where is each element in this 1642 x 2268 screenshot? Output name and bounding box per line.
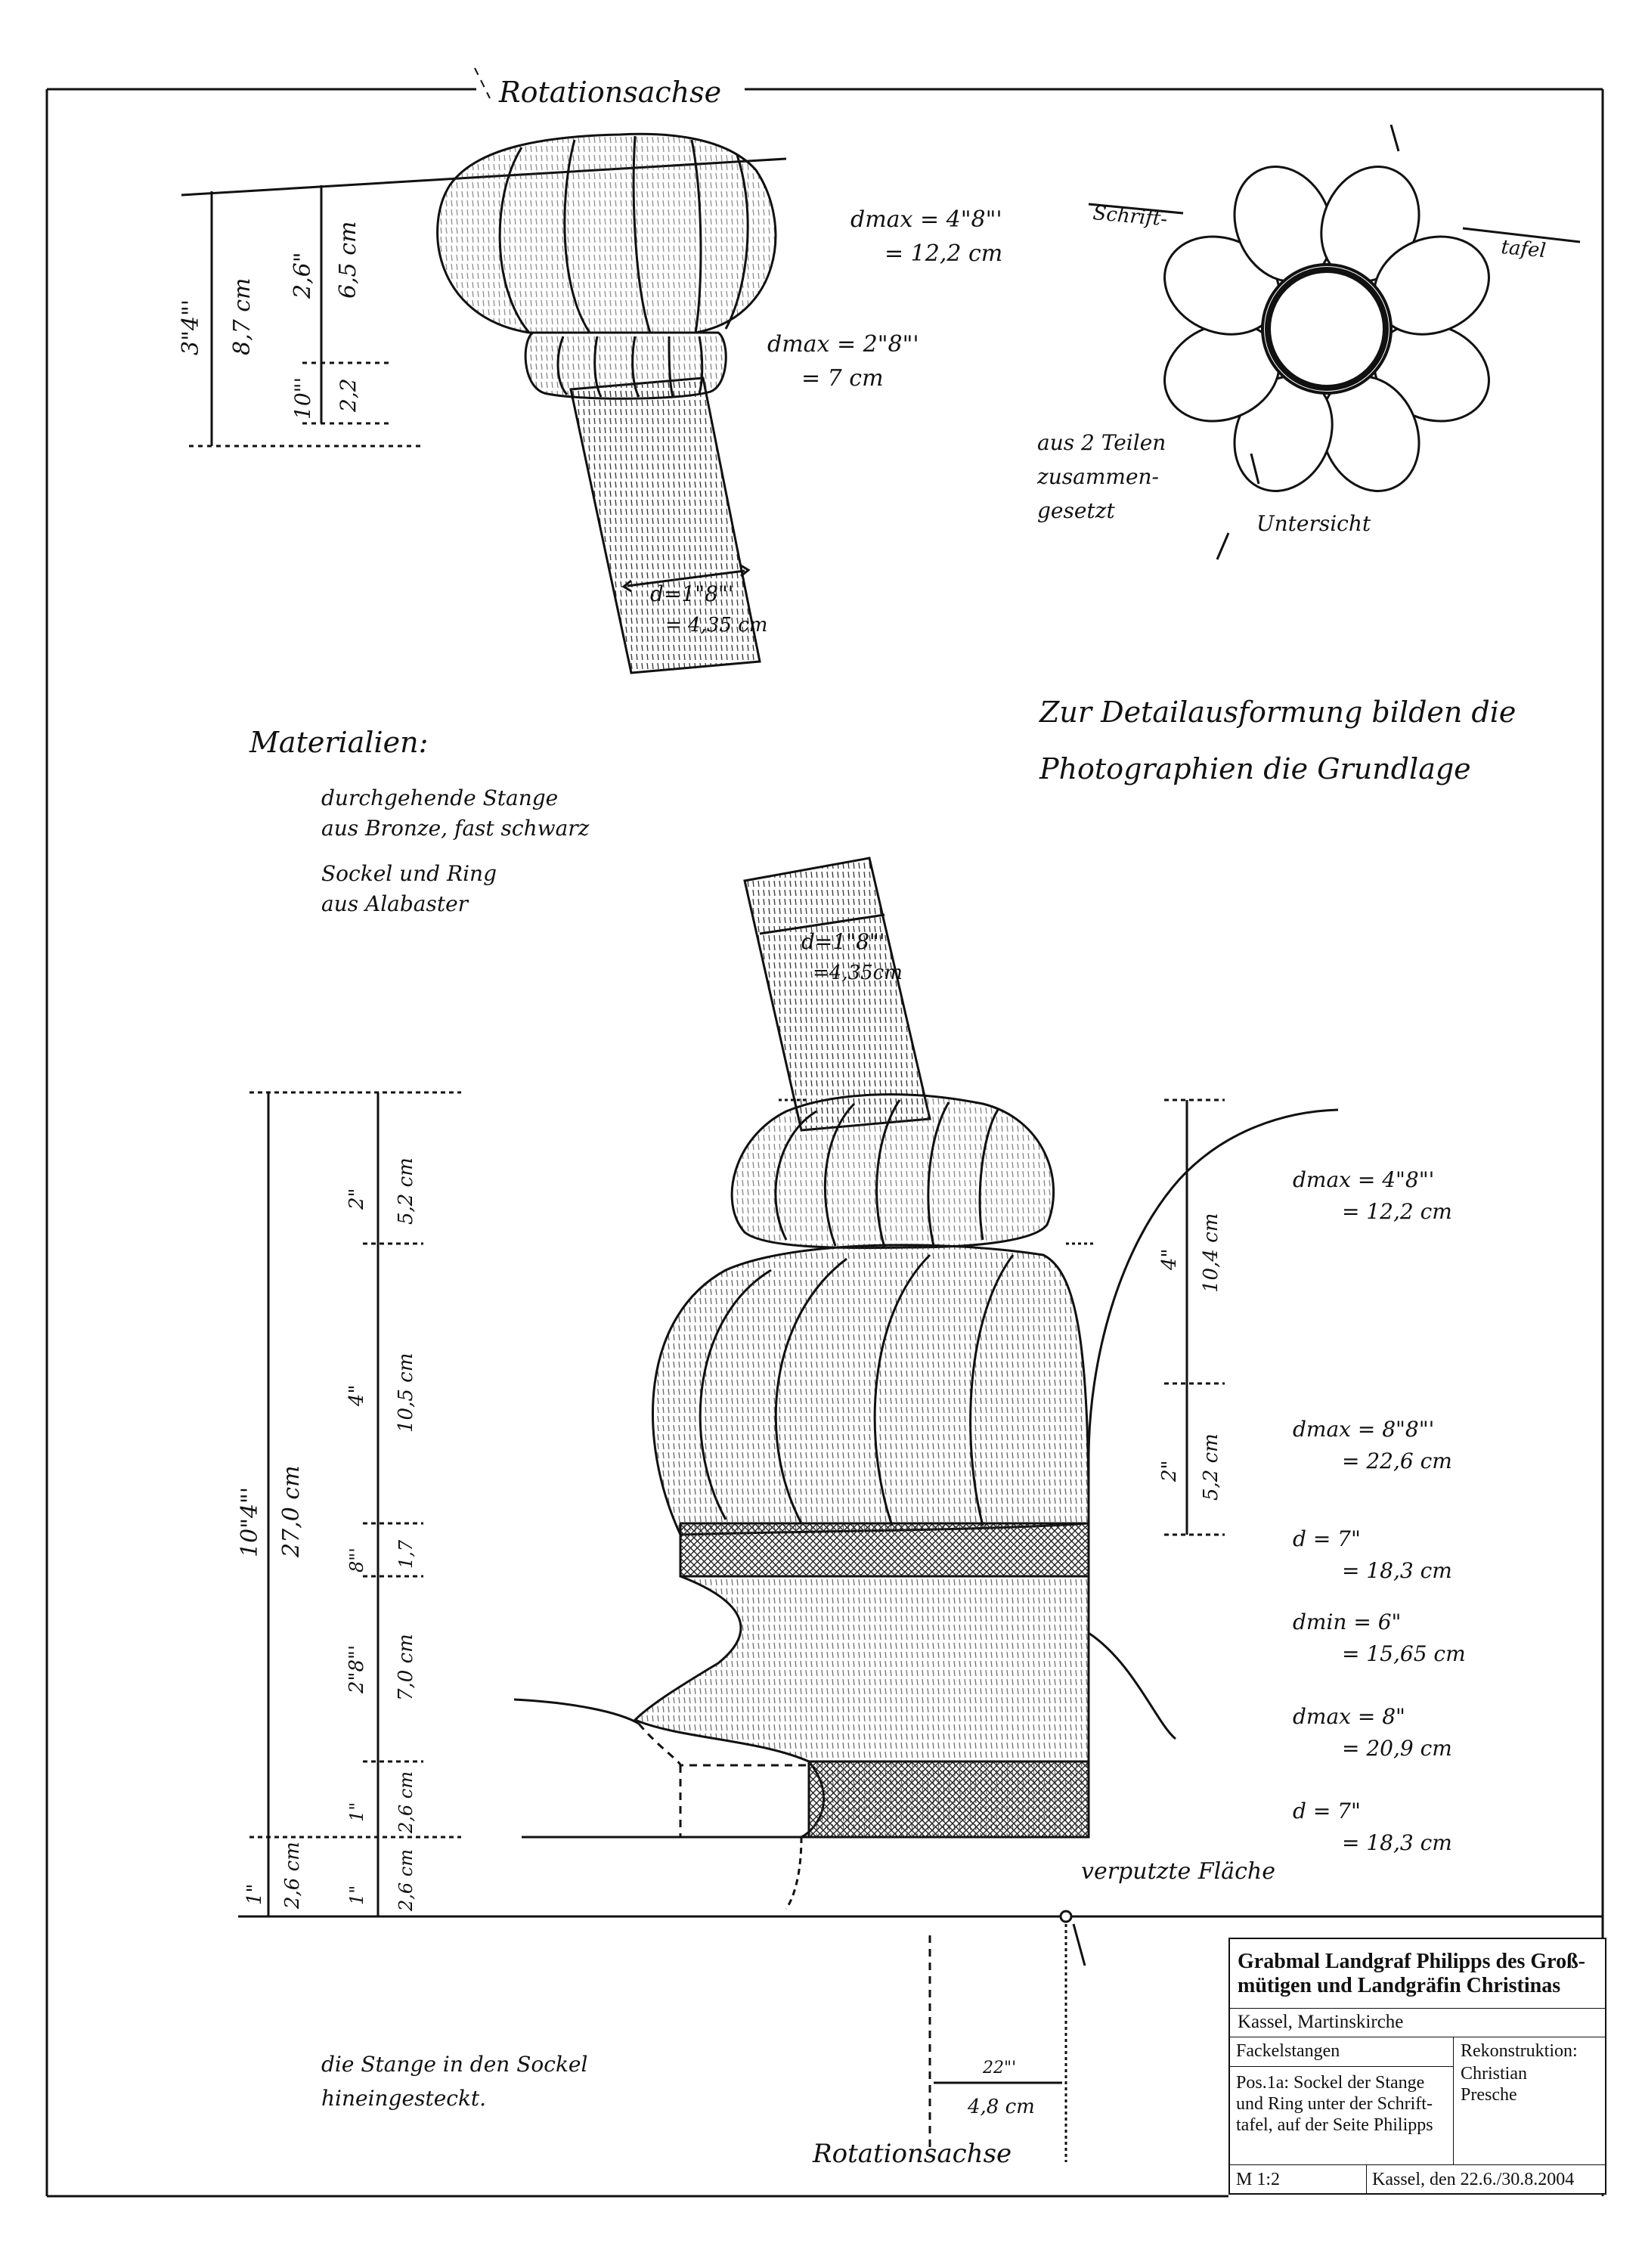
top-dmax1-l2: = 12,2 cm xyxy=(885,240,1003,267)
materials-line3: Sockel und Ring xyxy=(321,861,497,886)
title-block-divider-3 xyxy=(1230,2164,1605,2165)
spec1-l2: = 12,2 cm xyxy=(1342,1199,1452,1224)
plan-note-l2: zusammen- xyxy=(1037,464,1160,489)
plan-rosette xyxy=(1089,125,1580,559)
plan-note-l3: gesetzt xyxy=(1037,498,1115,523)
rod-note-l1: die Stange in den Sockel xyxy=(321,2052,588,2077)
spec5-l1: dmax = 8" xyxy=(1293,1704,1405,1729)
dim-total-in: 3"4"' xyxy=(178,299,204,355)
spec5-l2: = 20,9 cm xyxy=(1342,1736,1452,1761)
materials-line4: aus Alabaster xyxy=(321,891,469,916)
main-seg2-in: 4" xyxy=(345,1384,368,1406)
main-seg6-in: 1" xyxy=(346,1885,367,1905)
main-right-upper-cm: 10,4 cm xyxy=(1200,1213,1222,1293)
main-seg3-in: 8"' xyxy=(346,1548,367,1572)
spec3-l1: d = 7" xyxy=(1293,1526,1361,1551)
main-total-in: 10"4"' xyxy=(237,1486,263,1557)
main-right-lower-in: 2" xyxy=(1158,1460,1181,1482)
title-block-category: Fackelstangen xyxy=(1236,2041,1340,2061)
label-tafel: tafel xyxy=(1500,236,1548,263)
top-rod-d-l2: = 4,35 cm xyxy=(665,614,768,637)
title-block-scale: M 1:2 xyxy=(1236,2170,1281,2189)
materials-line2: aus Bronze, fast schwarz xyxy=(321,816,590,841)
title-block-title: Grabmal Landgraf Philipps des Groß-mütigen und Landgräfin Christinas xyxy=(1230,1939,1605,2009)
main-seg5-cm: 2,6 cm xyxy=(395,1771,417,1833)
title-block-divider xyxy=(1453,2037,1454,2164)
spec6-l1: d = 7" xyxy=(1293,1799,1361,1823)
label-untersicht: Untersicht xyxy=(1256,511,1371,536)
spec2-l2: = 22,6 cm xyxy=(1342,1448,1452,1473)
main-seg2-cm: 10,5 cm xyxy=(395,1352,417,1433)
main-right-lower-cm: 5,2 cm xyxy=(1200,1433,1222,1501)
spec2-l1: dmax = 8"8"' xyxy=(1293,1417,1435,1442)
title-block-description: Pos.1a: Sockel der Stange und Ring unter der Schrift-tafel, auf der Seite Philipps xyxy=(1236,2073,1433,2135)
title-block-author: Christian Presche xyxy=(1461,2064,1527,2105)
axis-label-bottom: Rotationsachse xyxy=(813,2139,1012,2169)
dim-upper-cm: 6,5 cm xyxy=(335,221,361,299)
dim-total-cm: 8,7 cm xyxy=(229,277,256,355)
offset-in: 22"' xyxy=(983,2059,1017,2077)
dim-upper-in: 2,6" xyxy=(290,252,316,299)
materials-note xyxy=(249,726,590,916)
materials-heading: Materialien: xyxy=(249,726,429,759)
main-seg1-in: 2" xyxy=(345,1188,368,1210)
materials-line1: durchgehende Stange xyxy=(321,785,559,810)
main-base-in: 1" xyxy=(243,1883,266,1905)
main-rod-d-l2: =4,35cm xyxy=(813,962,903,984)
top-dmax2-l2: = 7 cm xyxy=(801,365,884,392)
title-block-place: Kassel, Martinskirche xyxy=(1230,2009,1605,2037)
photo-note-l1: Zur Detailausformung bilden die xyxy=(1039,696,1517,729)
main-seg1-cm: 5,2 cm xyxy=(395,1157,417,1225)
top-dmax2-l1: dmax = 2"8"' xyxy=(767,331,919,358)
main-total-cm: 27,0 cm xyxy=(278,1465,305,1557)
title-block-divider-2 xyxy=(1230,2066,1453,2067)
photo-note xyxy=(1039,696,1516,785)
spec1-l1: dmax = 4"8"' xyxy=(1293,1167,1435,1192)
photo-note-l2: Photographien die Grundlage xyxy=(1039,752,1471,785)
axis-label-top-text: Rotationsachse xyxy=(499,76,722,109)
title-block-reconstruction-label: Rekonstruktion: xyxy=(1461,2041,1578,2061)
main-rod-d-l1: d=1"8"' xyxy=(801,929,885,954)
top-dmax1-l1: dmax = 4"8"' xyxy=(850,206,1002,233)
main-base-cm: 2,6 cm xyxy=(281,1842,304,1909)
top-rod-d-l1: d=1"8"' xyxy=(650,581,734,606)
plaster-label: verputzte Fläche xyxy=(1081,1858,1275,1885)
title-block-date: Kassel, den 22.6./30.8.2004 xyxy=(1372,2170,1575,2189)
main-right-upper-in: 4" xyxy=(1158,1248,1181,1270)
title-block-divider-4 xyxy=(1366,2164,1367,2195)
dim-lower-cm: 2,2 xyxy=(336,378,361,412)
spec4-l1: dmin = 6" xyxy=(1293,1610,1402,1634)
main-seg3-cm: 1,7 xyxy=(395,1539,417,1569)
label-schrift: Schrift- xyxy=(1092,202,1169,231)
spec4-l2: = 15,65 cm xyxy=(1342,1641,1466,1666)
offset-cm: 4,8 cm xyxy=(968,2096,1035,2118)
main-seg4-in: 2"8"' xyxy=(345,1644,368,1693)
plan-note-l1: aus 2 Teilen xyxy=(1037,430,1166,455)
spec3-l2: = 18,3 cm xyxy=(1342,1558,1452,1583)
dim-lower-in: 10"' xyxy=(290,376,315,420)
axis-label-top xyxy=(475,68,721,109)
main-seg6-cm: 2,6 cm xyxy=(395,1849,417,1911)
main-seg5-in: 1" xyxy=(346,1802,367,1822)
rod-note-l2: hineingesteckt. xyxy=(321,2086,487,2111)
spec6-l2: = 18,3 cm xyxy=(1342,1830,1452,1855)
main-seg4-cm: 7,0 cm xyxy=(395,1634,417,1701)
title-block xyxy=(1228,1938,1606,2195)
